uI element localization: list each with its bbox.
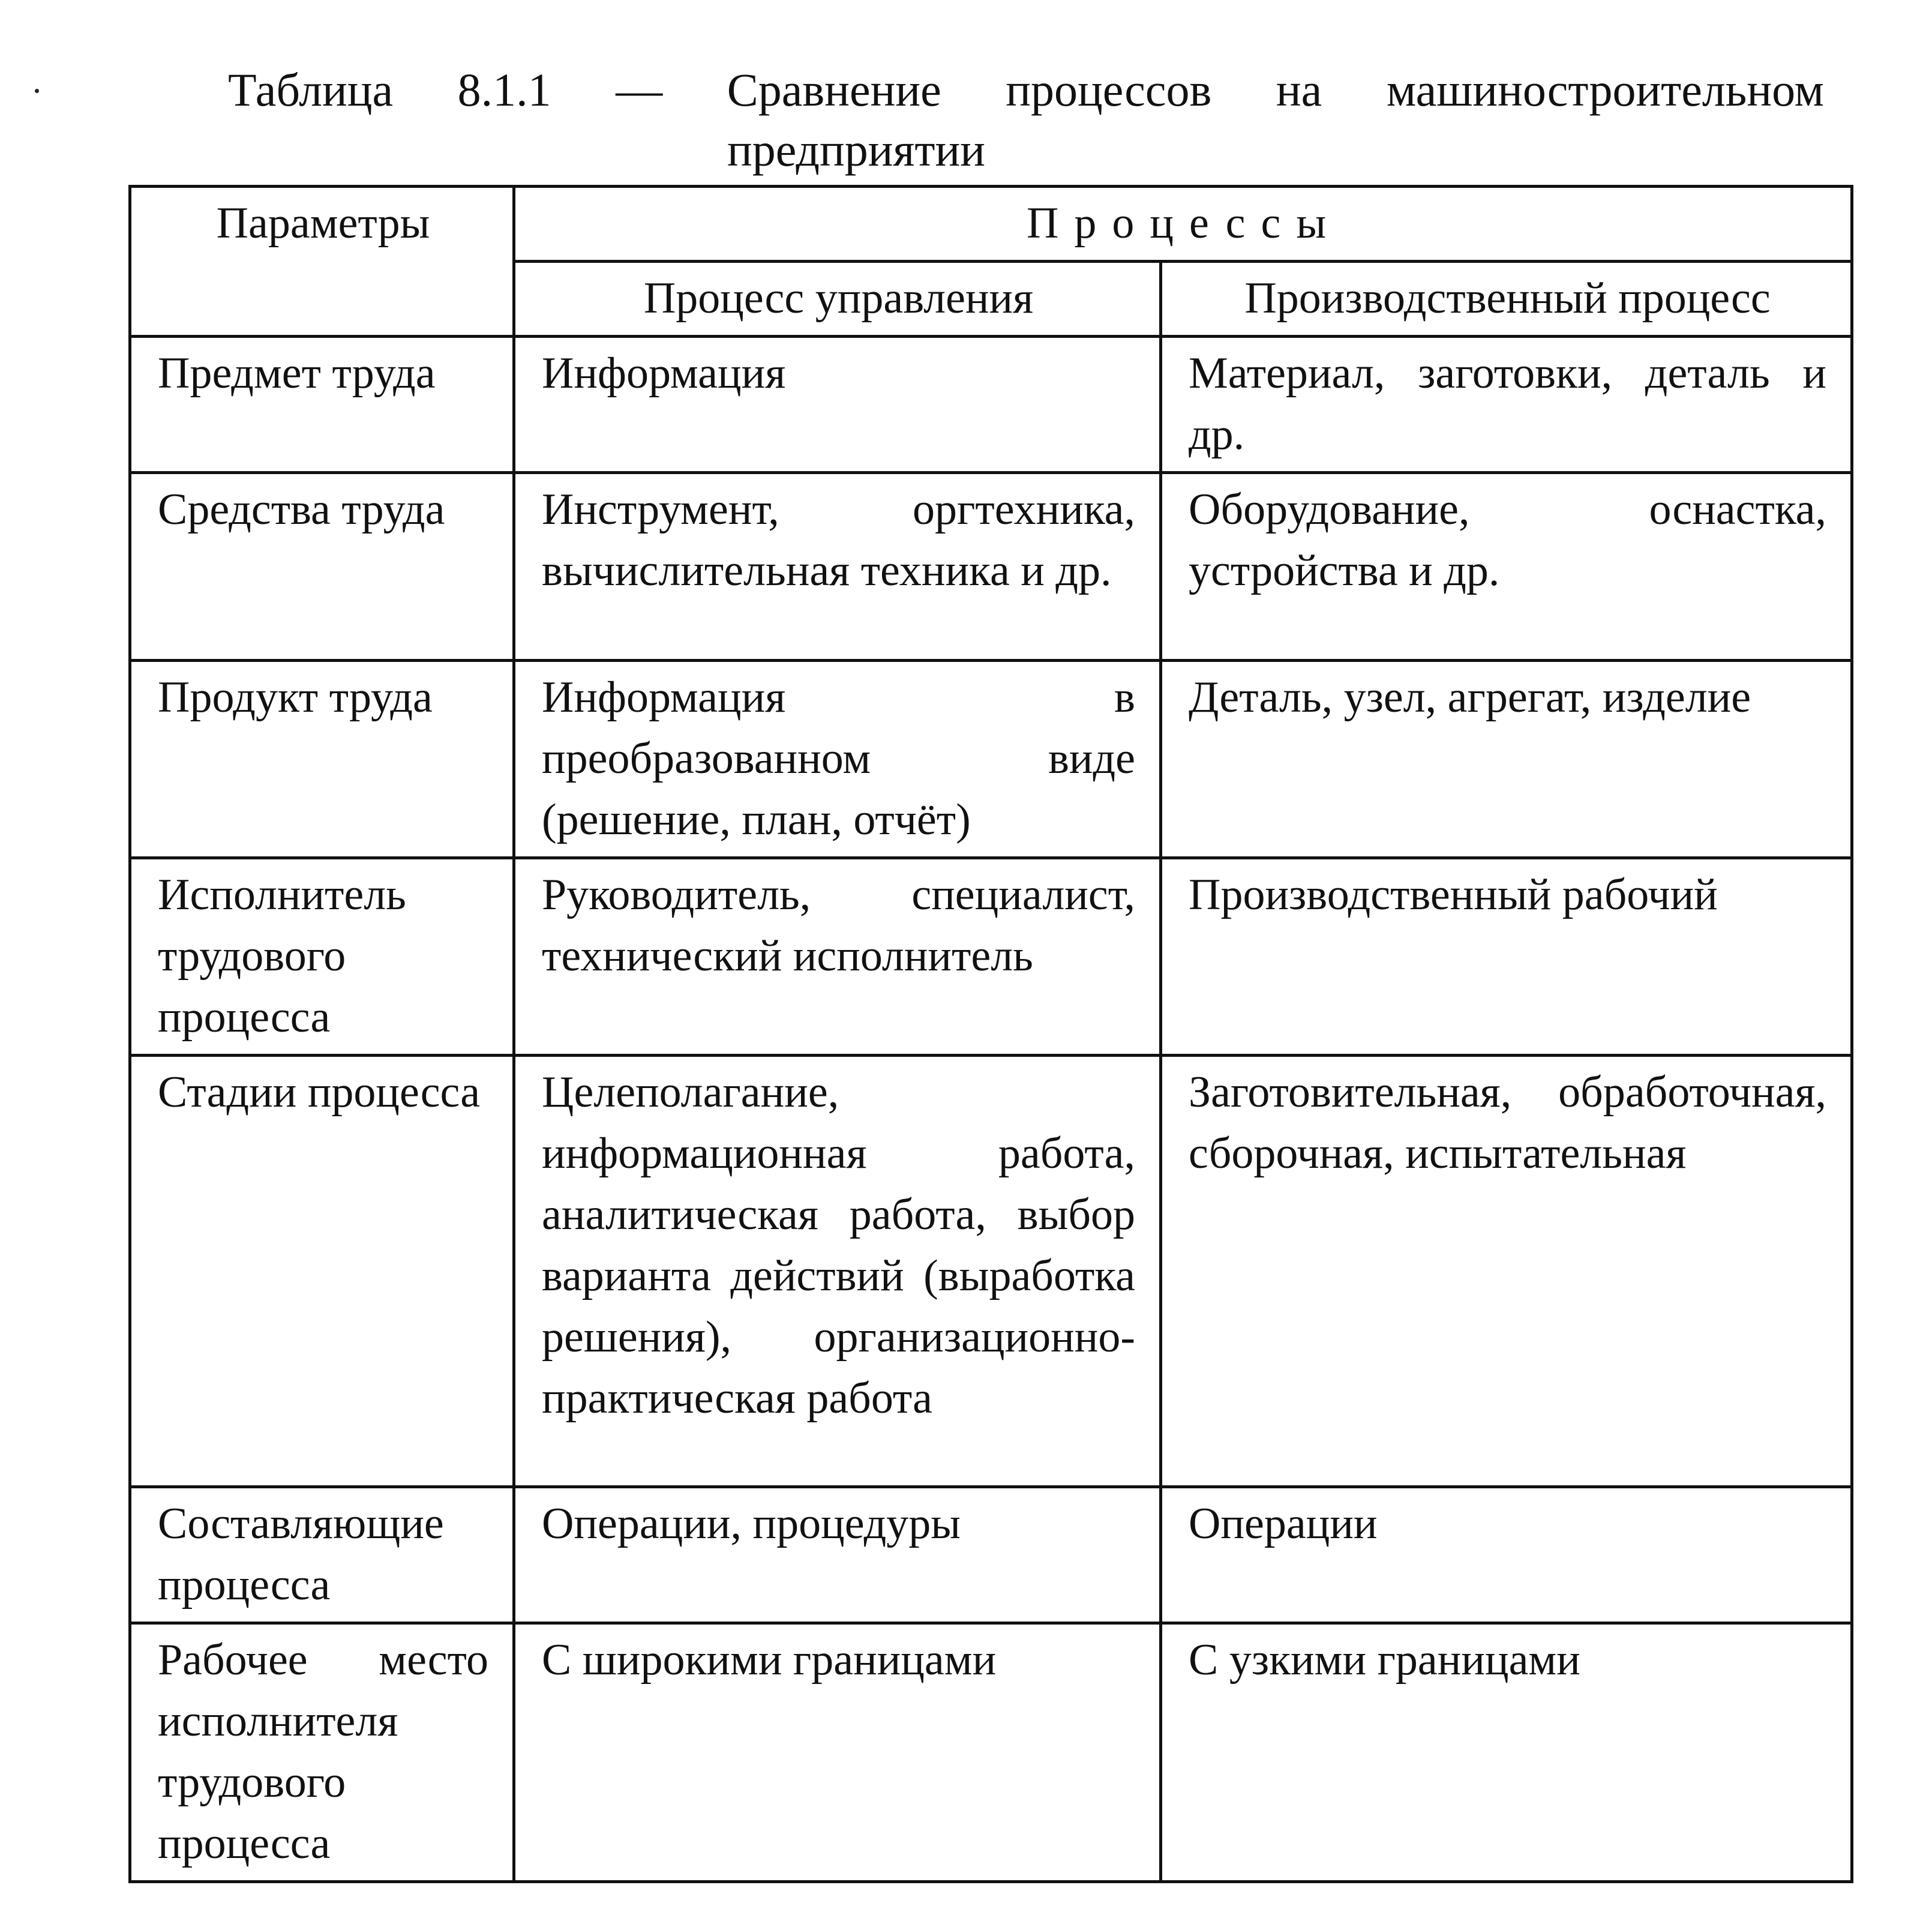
cell-production: Операции [1161, 1487, 1852, 1623]
header-row-1 [130, 187, 1852, 262]
cell-parameter: Составляющие процесса [130, 1487, 514, 1623]
cell-parameter: Продукт труда [130, 661, 514, 858]
cell-parameter: Стадии процесса [130, 1056, 514, 1487]
header-parameters: Параметры [130, 187, 514, 337]
cell-parameter: Рабочее место исполнителя трудового процесса [130, 1623, 514, 1882]
cell-production: Деталь, узел, агрегат, изделие [1161, 661, 1852, 858]
comparison-table [128, 185, 1853, 1883]
cell-management: Информация [514, 337, 1161, 473]
table-caption [228, 60, 1824, 180]
caption-line-1 [228, 60, 1824, 120]
header-management-process: Процесс управления [514, 262, 1161, 337]
table-row [130, 473, 1852, 661]
caption-word: Сравнение [727, 64, 941, 116]
caption-word: машиностроительном [1386, 64, 1824, 116]
table-row [130, 661, 1852, 858]
cell-production: Материал, заготовки, деталь и др. [1161, 337, 1852, 473]
table-row [130, 1056, 1852, 1487]
header-processes: Процессы [514, 187, 1852, 262]
cell-management: Информация в преобразованном виде (решение, план, отчёт) [514, 661, 1161, 858]
cell-management: Операции, процедуры [514, 1487, 1161, 1623]
caption-word: Таблица [228, 64, 394, 116]
cell-production: Оборудование, оснастка, устройства и др. [1161, 473, 1852, 661]
cell-management: Руководитель, специалист, технический исполнитель [514, 858, 1161, 1056]
table-row [130, 337, 1852, 473]
caption-line-2: предприятии [727, 124, 985, 176]
caption-word: на [1276, 64, 1322, 116]
header-production-process: Производственный процесс [1161, 262, 1852, 337]
cell-production: Производственный рабочий [1161, 858, 1852, 1056]
cell-parameter: Исполнитель трудового процесса [130, 858, 514, 1056]
cell-management: С широкими границами [514, 1623, 1161, 1882]
table-row [130, 1487, 1852, 1623]
caption-word: — [616, 64, 663, 116]
cell-management: Целеполагание, информационная работа, аналитическая работа, выбор варианта действий (выработка решения), организационно-практическая работа [514, 1056, 1161, 1487]
cell-management: Инструмент, оргтехника, вычислительная техника и др. [514, 473, 1161, 661]
cell-production: Заготовительная, обработочная, сборочная, испытательная [1161, 1056, 1852, 1487]
cell-parameter: Средства труда [130, 473, 514, 661]
caption-word: процессов [1006, 64, 1212, 116]
table-row [130, 858, 1852, 1056]
table-row [130, 1623, 1852, 1882]
caption-word: 8.1.1 [457, 64, 551, 116]
cell-production: С узкими границами [1161, 1623, 1852, 1882]
scan-speck [35, 89, 39, 93]
cell-parameter: Предмет труда [130, 337, 514, 473]
